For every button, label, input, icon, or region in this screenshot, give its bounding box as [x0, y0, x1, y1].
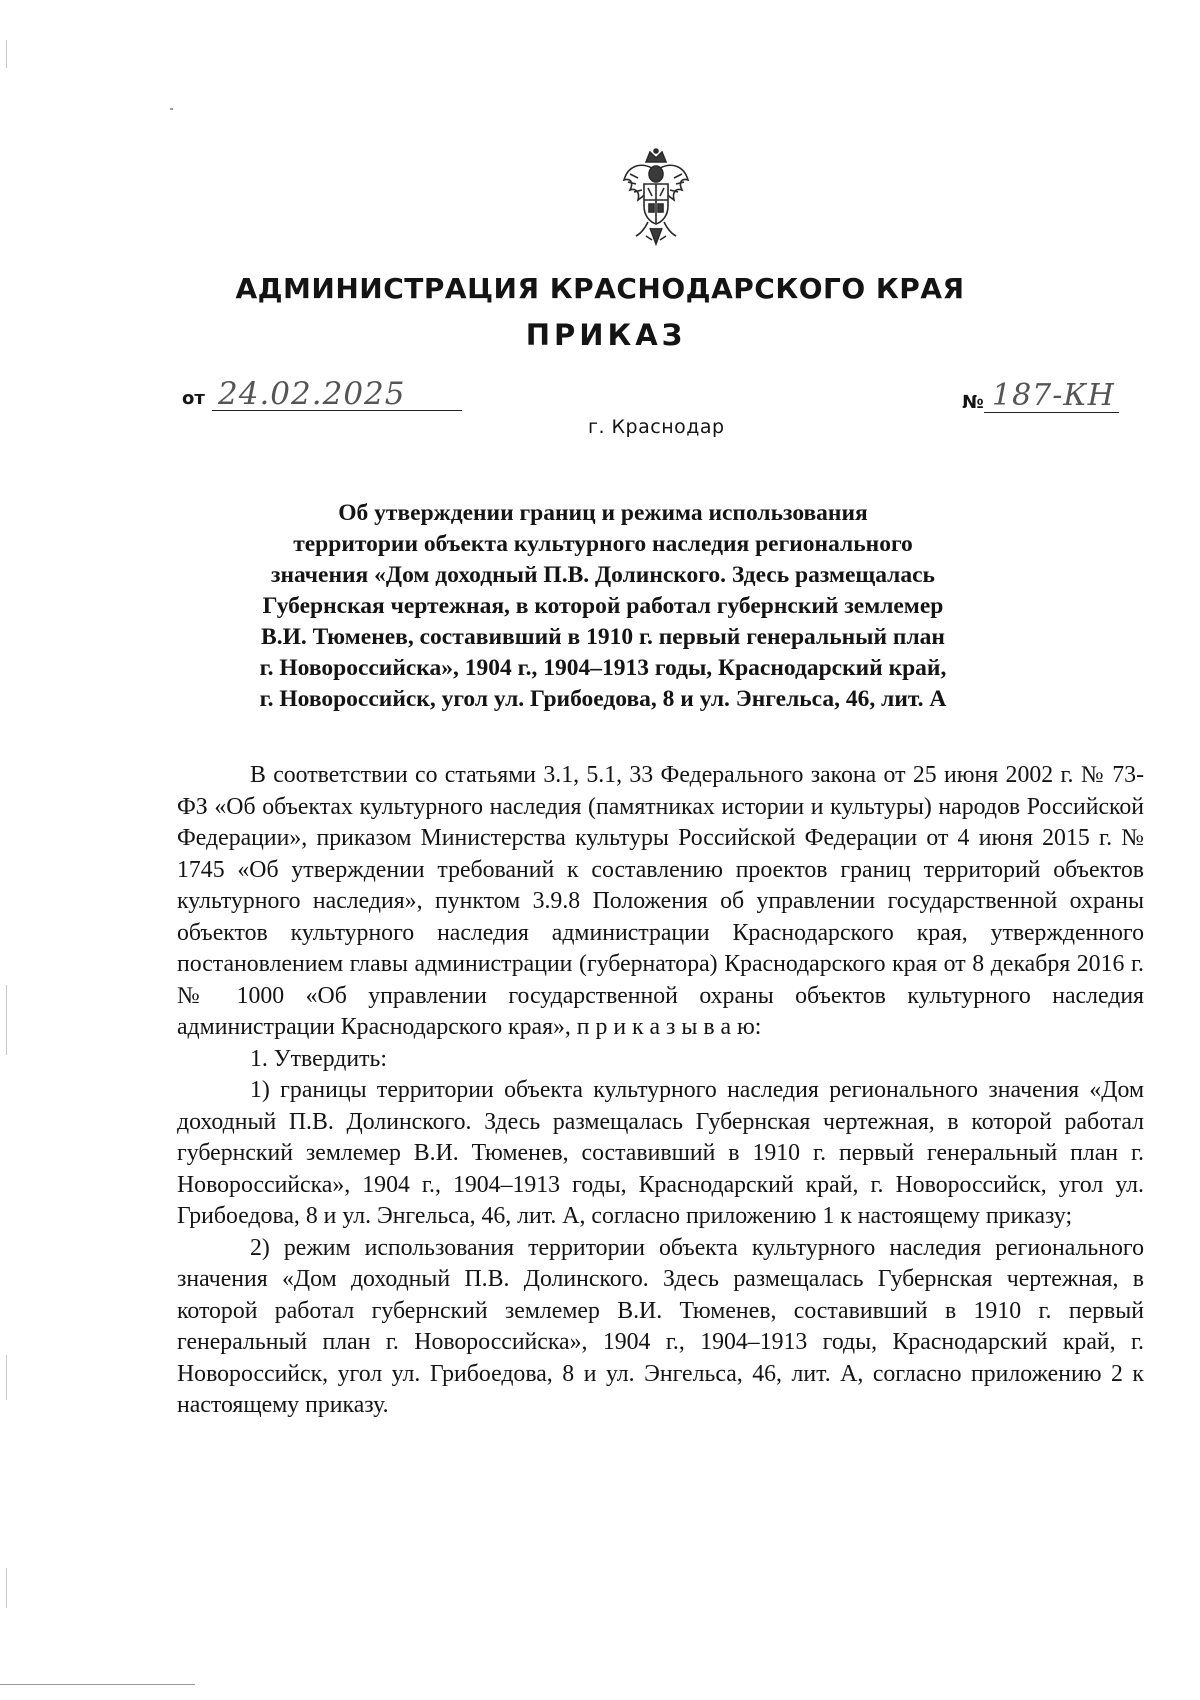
- title-line: территории объекта культурного наследия регионального: [293, 531, 913, 557]
- title-line: г. Новороссийск, угол ул. Грибоедова, 8 и ул. Энгельса, 46, лит. А: [259, 686, 947, 712]
- preamble-paragraph: В соответствии со статьями 3.1, 5.1, 33 Федерального закона от 25 июня 2002 г. № 73-ФЗ «Об объектах культурного наследия (памятниках истории и культуры) народов Российской Федерации», приказом Министерства культуры Российской Федерации от 4 июня 2015 г. № 1745 «Об утверждении требований к составлению проектов границ территорий объектов культурного наследия», пунктом 3.9.8 Положения об управлении государственной охраны объектов культурного наследия администрации Краснодарского края, утвержденного постановлением главы администрации (губернатора) Краснодарского края от 8 декабря 2016 г. № 1000 «Об управлении государственной охраны объектов культурного наследия администрации Краснодарского края», п р и к а з ы в а ю:: [177, 762, 1144, 1040]
- title-line: В.И. Тюменев, составивший в 1910 г. первый генеральный план: [261, 624, 945, 650]
- city: г. Краснодар: [588, 416, 725, 438]
- organization-name: АДМИНИСТРАЦИЯ КРАСНОДАРСКОГО КРАЯ: [235, 272, 965, 305]
- document-date: 24.02.2025: [218, 376, 406, 412]
- scan-artifact: [6, 1355, 7, 1400]
- title-line: Губернская чертежная, в которой работал губернский землемер: [262, 593, 944, 619]
- date-label: от: [182, 388, 205, 409]
- document-title: [200, 498, 1006, 715]
- title-line: г. Новороссийска», 1904 г., 1904–1913 годы, Краснодарский край,: [259, 655, 947, 681]
- title-line: значения «Дом доходный П.В. Долинского. Здесь размещалась: [271, 562, 935, 588]
- scan-artifact: [6, 985, 7, 1055]
- item-1: 1. Утвердить:: [250, 1045, 387, 1072]
- scan-artifact: [6, 40, 7, 68]
- scan-artifact: [6, 1568, 7, 1608]
- title-line: Об утверждении границ и режима использования: [338, 500, 868, 526]
- item-1-2: 2) режим использования территории объекта культурного наследия регионального значения «Дом доходный П.В. Долинского. Здесь размещалась Губернская чертежная, в которой работал губернский землемер В.И. Тюменев, составивший в 1910 г. первый генеральный план г. Новороссийска», 1904 г., 1904–1913 годы, Краснодарский край, г. Новороссийск, угол ул. Грибоедова, 8 и ул. Энгельса, 46, лит. А, согласно приложению 2 к настоящему приказу.: [177, 1234, 1144, 1418]
- scan-artifact: [0, 1684, 195, 1685]
- document-number: 187-КН: [992, 378, 1115, 413]
- document-type: ПРИКАЗ: [525, 318, 687, 352]
- item-1-1: 1) границы территории объекта культурного наследия регионального значения «Дом доходный П.В. Долинского. Здесь размещалась Губернская чертежная, в которой работал губернский землемер В.И. Тюменев, составивший в 1910 г. первый генеральный план г. Новороссийска», 1904 г., 1904–1913 годы, Краснодарский край, г. Новороссийск, угол ул. Грибоедова, 8 и ул. Энгельса, 46, лит. А, согласно приложению 1 к настоящему приказу;: [177, 1077, 1144, 1229]
- scan-artifact: [170, 108, 173, 110]
- coat-of-arms-emblem: [622, 148, 690, 248]
- number-label: №: [962, 392, 984, 413]
- document-body: [177, 760, 1144, 1422]
